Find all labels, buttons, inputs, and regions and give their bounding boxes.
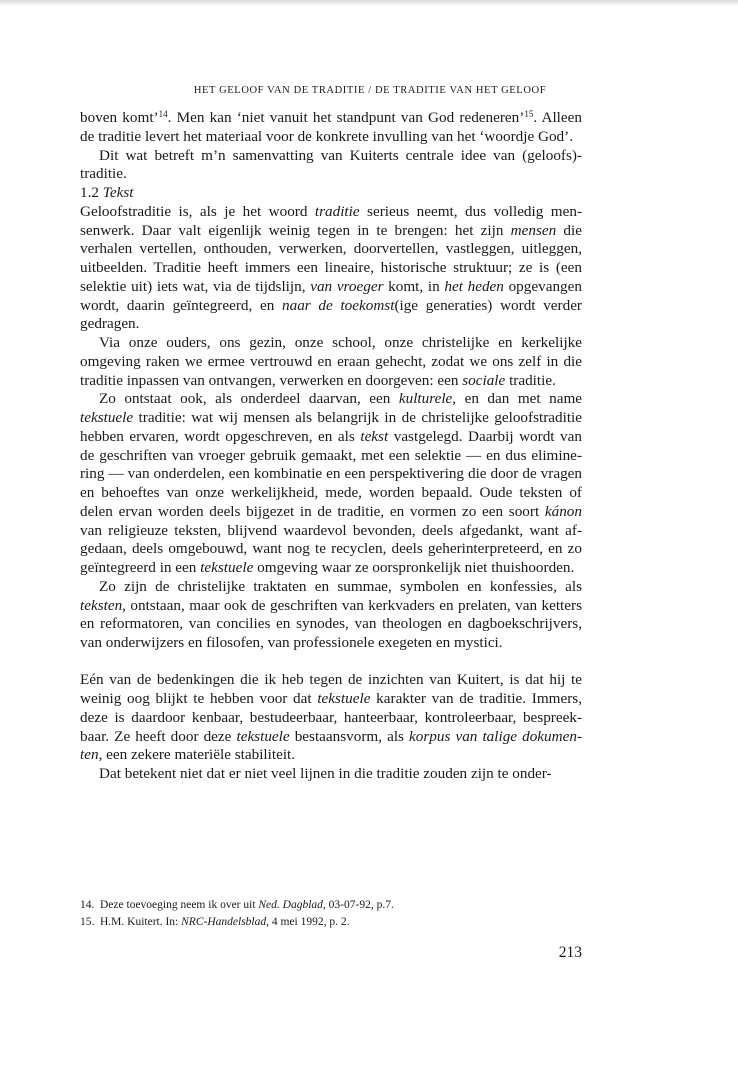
page-number: 213 [558, 944, 582, 961]
emphasis: Ned. Dagblad [258, 899, 323, 911]
paragraph: Zo zijn de christelijke traktaten en summae, symbolen en konfessies, als teksten, ontstaan, maar ook de geschriften van kerkvaders en prelaten, van ketters en reformatoren, van concilies en synodes, van theologen en dagboekschrijvers, van onderwijzers en filosofen, van professionele exegeten en mystici. [80, 577, 582, 651]
emphasis: kulturele [398, 390, 453, 408]
emphasis: korpus van talige dokumenten [80, 727, 582, 764]
paragraph: Zo ontstaat ook, als onderdeel daarvan, een kulturele, en dan met name tekstuele traditie: wat wij mensen als belangrijk in de christelijke geloofstraditie hebben ervaren, wordt opgeschreven, en als tekst vastgelegd. Daarbij wordt van de geschriften van vroeger gebruik gemaakt, met een selektie — en dus eliminering — van onderdelen, een kombinatie en een perspektivering die door de vragen en behoeftes van onze werkelijkheid, mede, worden bepaald. Oude teksten of delen ervan worden deels bijgezet in de traditie, en vormen zo een soort kánon van religieuze teksten, blijvend waardevol bevonden, deels afgedankt, want afgedaan, deels omgebouwd, want nog te recyclen, deels geherinterpreteerd, en zo geïntegreerd in een tekstuele omgeving waar ze oorspronkelijk niet thuishoorden. [80, 390, 582, 576]
paragraph: Geloofstraditie is, als je het woord traditie serieus neemt, dus volledig mensenwerk. Daar valt eigenlijk weinig tegen in te brengen: het zijn mensen die verhalen vertellen, onthouden, verwerken, doorvertellen, vastleggen, uitleggen, uitbeelden. Traditie heeft immers een lineaire, historische struktuur; ze is (een selektie uit) iets wat, via de tijdslijn, van vroeger komt, in het heden opgevangen wordt, daarin geïntegreerd, en naar de toekomst(ige generaties) wordt verder gedragen. [80, 202, 582, 333]
emphasis: tekstuele [236, 727, 290, 745]
emphasis: traditie [314, 202, 360, 220]
footnote [80, 897, 582, 914]
emphasis: het heden [444, 277, 504, 295]
footnote-text: H.M. Kuitert. In: NRC-Handelsblad, 4 mei 1992, p. 2. [100, 916, 350, 928]
emphasis: tekstuele [200, 559, 254, 576]
footnote [80, 914, 582, 931]
scan-top-edge [0, 0, 738, 6]
footnote-ref: 15 [524, 109, 534, 119]
emphasis: mensen [510, 221, 557, 239]
footnote-number: 15. [80, 916, 95, 928]
emphasis: NRC-Handelsblad [181, 916, 267, 928]
section-title: Tekst [102, 184, 134, 201]
paragraph: Dat betekent niet dat er niet veel lijnen in die traditie zouden zijn te onder- [99, 765, 552, 783]
section-heading [80, 184, 582, 203]
footnote-text: Deze toevoeging neem ik over uit Ned. Dagblad, 03-07-92, p.7. [100, 899, 394, 911]
paragraph: Dit wat betreft m’n samenvatting van Kuiterts centrale idee van (geloofs)-traditie. [80, 146, 582, 183]
emphasis: van vroeger [310, 277, 384, 295]
emphasis: teksten [80, 596, 123, 614]
body-text [80, 109, 582, 784]
emphasis: tekst [360, 427, 389, 445]
section-number: 1.2 [80, 184, 103, 201]
footnote-ref: 14 [158, 109, 168, 119]
paragraph: Via onze ouders, ons gezin, onze school, onze christelijke en kerkelijke omgeving raken we ermee vertrouwd en eraan gehecht, zodat we ons zelf in die traditie inpassen van ontvangen, verwerken en doorgeven: een sociale traditie. [80, 334, 582, 389]
footnotes [80, 897, 582, 931]
footnote-number: 14. [80, 899, 95, 911]
emphasis: sociale [462, 371, 506, 389]
paragraph: Eén van de bedenkingen die ik heb tegen de inzichten van Kuitert, is dat hij te weinig oog blijkt te hebben voor dat tekstuele karakter van de traditie. Immers, deze is daardoor kenbaar, bestudeerbaar, hanteerbaar, kontroleerbaar, bespreekbaar. Ze heeft door deze tekstuele bestaansvorm, als korpus van talige dokumenten, een zekere materiële stabiliteit. [80, 671, 582, 764]
emphasis: tekstuele [317, 690, 371, 708]
emphasis: naar de toekomst [282, 296, 395, 314]
emphasis: kánon [544, 502, 582, 520]
running-head: HET GELOOF VAN DE TRADITIE / DE TRADITIE VAN HET GELOOF [193, 85, 547, 96]
emphasis: tekstuele [80, 409, 134, 426]
paragraph: boven komt’$^{14}$. Men kan ‘niet vanuit het standpunt van God redeneren’$^{15}$. Alleen de traditie levert het materiaal voor de konkrete invulling van het ‘woordje God’. [80, 109, 582, 145]
